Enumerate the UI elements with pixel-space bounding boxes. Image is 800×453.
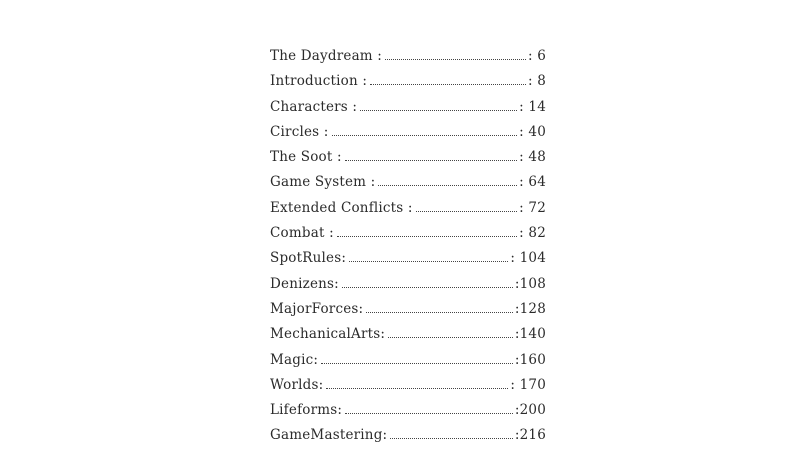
- dot-leader: [345, 159, 517, 161]
- toc-entry-title: Characters :: [270, 98, 358, 115]
- toc-entry-page-number: : 48: [519, 149, 546, 166]
- toc-entry-page-number: :140: [514, 326, 546, 343]
- toc-entry-page-number: : 40: [519, 123, 546, 140]
- toc-entry[interactable]: [270, 48, 546, 73]
- toc-entry-title: Game System :: [270, 174, 376, 191]
- toc-entry-page-number: :200: [514, 402, 546, 419]
- toc-entry-title: MechanicalArts:: [270, 326, 386, 343]
- dot-leader: [366, 311, 513, 313]
- toc-entry-title: Combat :: [270, 225, 334, 242]
- toc-entry-page-number: : 72: [519, 199, 546, 216]
- toc-entry[interactable]: [270, 326, 546, 351]
- toc-entry-page-number: :108: [514, 275, 546, 292]
- toc-entry-title: Denizens:: [270, 275, 339, 292]
- toc-entry-page-number: : 8: [527, 73, 546, 90]
- toc-entry-page-number: :128: [514, 300, 546, 317]
- toc-entry[interactable]: [270, 149, 546, 174]
- toc-entry[interactable]: [270, 225, 546, 250]
- toc-entry[interactable]: [270, 301, 546, 326]
- toc-entry[interactable]: [270, 73, 546, 98]
- dot-leader: [378, 184, 517, 186]
- toc-entry[interactable]: [270, 124, 546, 149]
- dot-leader: [416, 210, 517, 212]
- dot-leader: [390, 437, 513, 439]
- dot-leader: [345, 412, 513, 414]
- toc-entry-page-number: : 64: [519, 174, 546, 191]
- dot-leader: [385, 58, 526, 60]
- dot-leader: [388, 336, 513, 338]
- toc-entry-page-number: : 104: [510, 250, 546, 267]
- dot-leader: [321, 362, 513, 364]
- toc-entry[interactable]: [270, 250, 546, 275]
- toc-entry-page-number: : 82: [519, 225, 546, 242]
- toc-entry[interactable]: [270, 276, 546, 301]
- dot-leader: [360, 109, 517, 111]
- toc-entry-title: Magic:: [270, 351, 319, 368]
- dot-leader: [370, 83, 526, 85]
- toc-entry-title: The Soot :: [270, 149, 342, 166]
- dot-leader: [337, 235, 517, 237]
- toc-entry[interactable]: [270, 402, 546, 427]
- toc-entry-title: Introduction :: [270, 73, 368, 90]
- table-of-contents: [270, 48, 546, 453]
- dot-leader: [342, 286, 513, 288]
- toc-entry-title: Circles :: [270, 123, 329, 140]
- toc-entry-page-number: :160: [514, 351, 546, 368]
- toc-entry-title: Lifeforms:: [270, 402, 343, 419]
- toc-entry[interactable]: [270, 427, 546, 452]
- dot-leader: [326, 387, 508, 389]
- toc-entry-page-number: : 6: [527, 48, 546, 64]
- toc-entry-title: Worlds:: [270, 376, 324, 393]
- toc-entry-page-number: : 170: [510, 376, 546, 393]
- toc-entry-title: SpotRules:: [270, 250, 347, 267]
- toc-entry-title: The Daydream :: [270, 48, 383, 64]
- toc-entry[interactable]: [270, 174, 546, 199]
- toc-entry[interactable]: [270, 200, 546, 225]
- toc-entry[interactable]: [270, 377, 546, 402]
- dot-leader: [332, 134, 518, 136]
- toc-entry[interactable]: [270, 99, 546, 124]
- toc-entry-title: Extended Conflicts :: [270, 199, 413, 216]
- toc-entry-title: GameMastering:: [270, 427, 388, 444]
- toc-entry-page-number: :216: [514, 427, 546, 444]
- dot-leader: [349, 260, 508, 262]
- toc-entry-page-number: : 14: [519, 98, 546, 115]
- toc-entry-title: MajorForces:: [270, 300, 364, 317]
- toc-entry[interactable]: [270, 352, 546, 377]
